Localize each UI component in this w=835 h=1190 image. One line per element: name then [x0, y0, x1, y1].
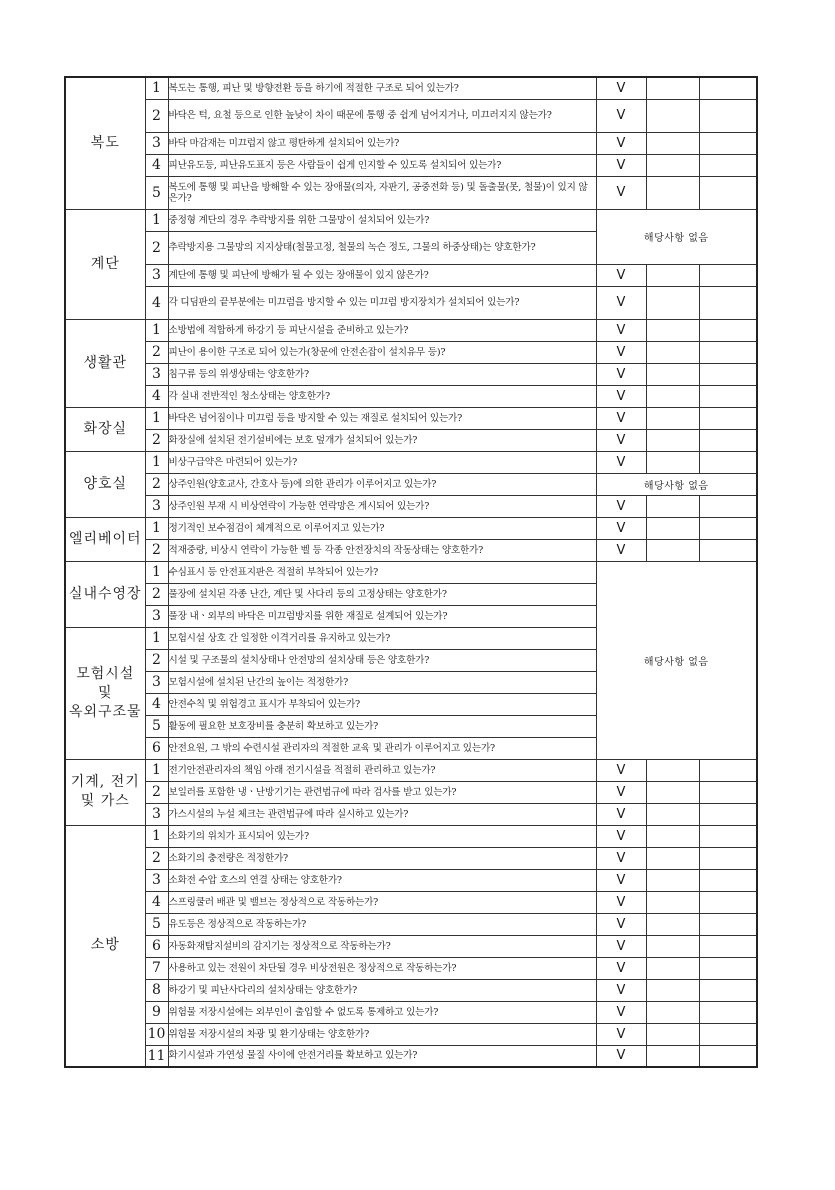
empty-check-cell [646, 1045, 699, 1067]
item-number: 1 [145, 407, 168, 429]
empty-check-cell [699, 264, 757, 286]
empty-check-cell [646, 451, 699, 473]
empty-check-cell [646, 286, 699, 319]
item-number: 1 [145, 209, 168, 231]
not-applicable-cell [596, 561, 757, 759]
check-mark-cell: V [596, 264, 646, 286]
empty-check-cell [699, 825, 757, 847]
category-cell [65, 77, 145, 209]
check-mark-cell: V [596, 957, 646, 979]
category-label: 계단 [90, 255, 120, 272]
table-row [65, 1023, 757, 1045]
empty-check-cell [646, 781, 699, 803]
table-row [65, 451, 757, 473]
category-label: 실내수영장 [68, 585, 142, 602]
empty-check-cell [699, 132, 757, 154]
check-mark-cell: V [596, 99, 646, 132]
check-question: 풀장 내ㆍ외부의 바닥은 미끄럼방지를 위한 재질로 설계되어 있는가? [168, 605, 596, 627]
item-number: 1 [145, 627, 168, 649]
not-applicable-label: 해당사항 없음 [643, 480, 709, 492]
empty-check-cell [646, 385, 699, 407]
item-number: 1 [145, 759, 168, 781]
item-number: 4 [145, 154, 168, 176]
category-cell [65, 561, 145, 627]
check-question: 복도에 통행 및 피난을 방해할 수 있는 장애물(의자, 자판기, 공중전화 등) 및 돌출물(못, 철물)이 있지 않은가? [168, 176, 596, 209]
category-cell [65, 451, 145, 517]
category-label: 소방 [90, 937, 120, 954]
check-mark-cell: V [596, 847, 646, 869]
empty-check-cell [699, 891, 757, 913]
empty-check-cell [699, 957, 757, 979]
table-row [65, 759, 757, 781]
check-mark-cell: V [596, 385, 646, 407]
empty-check-cell [699, 176, 757, 209]
check-question: 자동화재탐지설비의 감지기는 정상적으로 작동하는가? [168, 935, 596, 957]
check-mark-cell: V [596, 286, 646, 319]
table-row [65, 957, 757, 979]
item-number: 5 [145, 715, 168, 737]
item-number: 2 [145, 583, 168, 605]
table-row [65, 803, 757, 825]
check-question: 안전수칙 및 위험경고 표시가 부착되어 있는가? [168, 693, 596, 715]
empty-check-cell [699, 363, 757, 385]
item-number: 3 [145, 264, 168, 286]
check-question: 추락방지용 그물망의 지지상태(철물고정, 철물의 녹슨 정도, 그물의 하중상태)는 양호한가? [168, 231, 596, 264]
check-question: 복도는 통행, 피난 및 방향전환 등을 하기에 적절한 구조로 되어 있는가? [168, 77, 596, 99]
check-mark-cell: V [596, 539, 646, 561]
table-row [65, 539, 757, 561]
table-row [65, 407, 757, 429]
table-row [65, 132, 757, 154]
empty-check-cell [699, 154, 757, 176]
empty-check-cell [699, 286, 757, 319]
check-question: 비상구급약은 마련되어 있는가? [168, 451, 596, 473]
check-question: 모험시설 상호 간 일정한 이격거리를 유지하고 있는가? [168, 627, 596, 649]
check-question: 계단에 통행 및 피난에 방해가 될 수 있는 장애물이 있지 않은가? [168, 264, 596, 286]
empty-check-cell [646, 99, 699, 132]
table-row [65, 825, 757, 847]
check-question: 적재중량, 비상시 연락이 가능한 벨 등 각종 안전장치의 작동상태는 양호한가? [168, 539, 596, 561]
check-mark-cell: V [596, 869, 646, 891]
table-row [65, 517, 757, 539]
check-question: 바닥은 턱, 요철 등으로 인한 높낮이 차이 때문에 통행 중 쉽게 넘어지거나, 미끄러지지 않는가? [168, 99, 596, 132]
item-number: 3 [145, 363, 168, 385]
empty-check-cell [699, 803, 757, 825]
category-label-line: 기계, 전기 [70, 774, 140, 790]
check-mark-cell: V [596, 913, 646, 935]
empty-check-cell [646, 1023, 699, 1045]
category-label: 생활관 [83, 354, 128, 371]
category-label-line: 모험시설 [76, 665, 135, 682]
empty-check-cell [646, 132, 699, 154]
table-row [65, 286, 757, 319]
check-mark-cell: V [596, 341, 646, 363]
check-mark-cell: V [596, 154, 646, 176]
table-row [65, 561, 757, 583]
item-number: 1 [145, 561, 168, 583]
check-question: 스프링쿨러 배관 및 밸브는 정상적으로 작동하는가? [168, 891, 596, 913]
empty-check-cell [646, 429, 699, 451]
empty-check-cell [646, 517, 699, 539]
item-number: 1 [145, 825, 168, 847]
category-label: 양호실 [83, 475, 128, 492]
item-number: 4 [145, 891, 168, 913]
check-question: 상주인원(양호교사, 간호사 등)에 의한 관리가 이루어지고 있는가? [168, 473, 596, 495]
table-row [65, 781, 757, 803]
empty-check-cell [646, 154, 699, 176]
check-question: 수심표시 등 안전표지판은 적절히 부착되어 있는가? [168, 561, 596, 583]
check-question: 화장실에 설치된 전기설비에는 보호 덮개가 설치되어 있는가? [168, 429, 596, 451]
item-number: 6 [145, 935, 168, 957]
table-row [65, 385, 757, 407]
table-row [65, 935, 757, 957]
empty-check-cell [699, 935, 757, 957]
category-cell [65, 517, 145, 561]
check-question: 소화기의 충전량은 적정한가? [168, 847, 596, 869]
check-question: 위험물 저장시설에는 외부인이 출입할 수 없도록 통제하고 있는가? [168, 1001, 596, 1023]
item-number: 1 [145, 451, 168, 473]
item-number: 3 [145, 803, 168, 825]
table-row [65, 1001, 757, 1023]
category-cell [65, 407, 145, 451]
empty-check-cell [699, 869, 757, 891]
empty-check-cell [646, 319, 699, 341]
check-question: 안전요원, 그 밖의 수련시설 관리자의 적절한 교육 및 관리가 이루어지고 있는가? [168, 737, 596, 759]
check-question: 모험시설에 설치된 난간의 높이는 적정한가? [168, 671, 596, 693]
empty-check-cell [699, 847, 757, 869]
item-number: 2 [145, 847, 168, 869]
check-question: 사용하고 있는 전원이 차단될 경우 비상전원은 정상적으로 작동하는가? [168, 957, 596, 979]
empty-check-cell [646, 979, 699, 1001]
item-number: 10 [145, 1023, 168, 1045]
table-row [65, 429, 757, 451]
empty-check-cell [699, 451, 757, 473]
empty-check-cell [646, 363, 699, 385]
item-number: 2 [145, 231, 168, 264]
check-question: 소화전 수압 호스의 연결 상태는 양호한가? [168, 869, 596, 891]
item-number: 6 [145, 737, 168, 759]
empty-check-cell [646, 264, 699, 286]
table-row [65, 473, 757, 495]
table-row [65, 99, 757, 132]
item-number: 4 [145, 385, 168, 407]
item-number: 3 [145, 869, 168, 891]
category-cell [65, 209, 145, 319]
check-mark-cell: V [596, 132, 646, 154]
check-mark-cell: V [596, 176, 646, 209]
check-question: 시설 및 구조물의 설치상태나 안전망의 설치상태 등은 양호한가? [168, 649, 596, 671]
check-question: 정기적인 보수점검이 체계적으로 이루어지고 있는가? [168, 517, 596, 539]
check-mark-cell: V [596, 1001, 646, 1023]
item-number: 3 [145, 605, 168, 627]
empty-check-cell [699, 77, 757, 99]
item-number: 8 [145, 979, 168, 1001]
table-row [65, 891, 757, 913]
empty-check-cell [699, 495, 757, 517]
item-number: 1 [145, 517, 168, 539]
checklist-body [65, 77, 757, 1067]
table-row [65, 1045, 757, 1067]
category-cell [65, 759, 145, 825]
empty-check-cell [646, 759, 699, 781]
empty-check-cell [646, 176, 699, 209]
check-question: 하강기 및 피난사다리의 설치상태는 양호한가? [168, 979, 596, 1001]
item-number: 5 [145, 913, 168, 935]
item-number: 2 [145, 473, 168, 495]
table-row [65, 154, 757, 176]
table-row [65, 264, 757, 286]
check-question: 보일러를 포함한 냉ㆍ난방기기는 관련법규에 따라 검사를 받고 있는가? [168, 781, 596, 803]
check-question: 소방법에 적합하게 하강기 등 피난시설을 준비하고 있는가? [168, 319, 596, 341]
table-row [65, 319, 757, 341]
empty-check-cell [646, 77, 699, 99]
item-number: 1 [145, 77, 168, 99]
empty-check-cell [699, 1045, 757, 1067]
check-mark-cell: V [596, 1023, 646, 1045]
empty-check-cell [646, 891, 699, 913]
empty-check-cell [646, 847, 699, 869]
item-number: 9 [145, 1001, 168, 1023]
empty-check-cell [699, 385, 757, 407]
item-number: 5 [145, 176, 168, 209]
item-number: 11 [145, 1045, 168, 1067]
not-applicable-label: 해당사항 없음 [643, 656, 709, 668]
empty-check-cell [646, 825, 699, 847]
empty-check-cell [699, 1023, 757, 1045]
empty-check-cell [699, 759, 757, 781]
category-label-line: 및 [97, 684, 113, 701]
check-question: 풀장에 설치된 각종 난간, 계단 및 사다리 등의 고정상태는 양호한가? [168, 583, 596, 605]
not-applicable-cell [596, 473, 757, 495]
table-row [65, 913, 757, 935]
check-mark-cell: V [596, 407, 646, 429]
empty-check-cell [646, 869, 699, 891]
check-question: 전기안전관리자의 책임 아래 전기시설을 적절히 관리하고 있는가? [168, 759, 596, 781]
table-row [65, 495, 757, 517]
check-question: 가스시설의 누설 체크는 관련법규에 따라 실시하고 있는가? [168, 803, 596, 825]
category-cell [65, 627, 145, 759]
check-question: 피난이 용이한 구조로 되어 있는가(창문에 안전손잡이 설치유무 등)? [168, 341, 596, 363]
check-mark-cell: V [596, 319, 646, 341]
table-row [65, 209, 757, 231]
empty-check-cell [699, 539, 757, 561]
item-number: 3 [145, 132, 168, 154]
item-number: 2 [145, 429, 168, 451]
empty-check-cell [699, 341, 757, 363]
check-question: 바닥 마감재는 미끄럽지 않고 평탄하게 설치되어 있는가? [168, 132, 596, 154]
category-label: 화장실 [83, 420, 128, 437]
empty-check-cell [646, 341, 699, 363]
check-question: 상주인원 부재 시 비상연락이 가능한 연락망은 게시되어 있는가? [168, 495, 596, 517]
empty-check-cell [699, 407, 757, 429]
table-row [65, 176, 757, 209]
check-mark-cell: V [596, 451, 646, 473]
check-question: 피난유도등, 피난유도표지 등은 사람들이 쉽게 인지할 수 있도록 설치되어 있는가? [168, 154, 596, 176]
check-question: 각 실내 전반적인 청소상태는 양호한가? [168, 385, 596, 407]
empty-check-cell [699, 913, 757, 935]
check-question: 침구류 등의 위생상태는 양호한가? [168, 363, 596, 385]
empty-check-cell [646, 957, 699, 979]
check-question: 활동에 필요한 보호장비를 충분히 확보하고 있는가? [168, 715, 596, 737]
not-applicable-cell [596, 209, 757, 264]
check-mark-cell: V [596, 891, 646, 913]
item-number: 3 [145, 495, 168, 517]
check-mark-cell: V [596, 759, 646, 781]
check-question: 각 디딤판의 끝부분에는 미끄럼을 방지할 수 있는 미끄럼 방지장치가 설치되어 있는가? [168, 286, 596, 319]
item-number: 2 [145, 99, 168, 132]
table-row [65, 979, 757, 1001]
item-number: 2 [145, 341, 168, 363]
empty-check-cell [646, 1001, 699, 1023]
safety-checklist-table [64, 76, 758, 1068]
check-mark-cell: V [596, 495, 646, 517]
table-row [65, 77, 757, 99]
empty-check-cell [646, 803, 699, 825]
empty-check-cell [646, 407, 699, 429]
empty-check-cell [646, 913, 699, 935]
table-row [65, 869, 757, 891]
empty-check-cell [699, 781, 757, 803]
item-number: 7 [145, 957, 168, 979]
check-mark-cell: V [596, 77, 646, 99]
check-mark-cell: V [596, 979, 646, 1001]
empty-check-cell [646, 935, 699, 957]
check-mark-cell: V [596, 363, 646, 385]
category-label: 복도 [90, 134, 120, 151]
check-mark-cell: V [596, 803, 646, 825]
check-question: 유도등은 정상적으로 작동하는가? [168, 913, 596, 935]
item-number: 3 [145, 671, 168, 693]
check-mark-cell: V [596, 935, 646, 957]
table-row [65, 847, 757, 869]
category-label-line: 옥외구조물 [68, 703, 142, 720]
category-label-line: 및 가스 [80, 793, 130, 809]
item-number: 2 [145, 649, 168, 671]
check-mark-cell: V [596, 1045, 646, 1067]
check-mark-cell: V [596, 429, 646, 451]
empty-check-cell [699, 1001, 757, 1023]
check-question: 바닥은 넘어짐이나 미끄럼 등을 방지할 수 있는 재질로 설치되어 있는가? [168, 407, 596, 429]
category-cell [65, 319, 145, 407]
item-number: 2 [145, 539, 168, 561]
empty-check-cell [646, 539, 699, 561]
item-number: 4 [145, 693, 168, 715]
empty-check-cell [699, 99, 757, 132]
category-label: 엘리베이터 [68, 530, 142, 547]
empty-check-cell [699, 517, 757, 539]
not-applicable-label: 해당사항 없음 [643, 233, 709, 244]
table-row [65, 363, 757, 385]
check-mark-cell: V [596, 825, 646, 847]
item-number: 4 [145, 286, 168, 319]
check-mark-cell: V [596, 517, 646, 539]
check-question: 소화기의 위치가 표시되어 있는가? [168, 825, 596, 847]
table-row [65, 341, 757, 363]
check-question: 중정형 계단의 경우 추락방지를 위한 그물망이 설치되어 있는가? [168, 209, 596, 231]
check-question: 위험물 저장시설의 차광 및 환기상태는 양호한가? [168, 1023, 596, 1045]
empty-check-cell [699, 979, 757, 1001]
empty-check-cell [699, 319, 757, 341]
check-mark-cell: V [596, 781, 646, 803]
item-number: 2 [145, 781, 168, 803]
check-question: 화기시설과 가연성 물질 사이에 안전거리를 확보하고 있는가? [168, 1045, 596, 1067]
empty-check-cell [646, 495, 699, 517]
item-number: 1 [145, 319, 168, 341]
category-cell [65, 825, 145, 1067]
empty-check-cell [699, 429, 757, 451]
